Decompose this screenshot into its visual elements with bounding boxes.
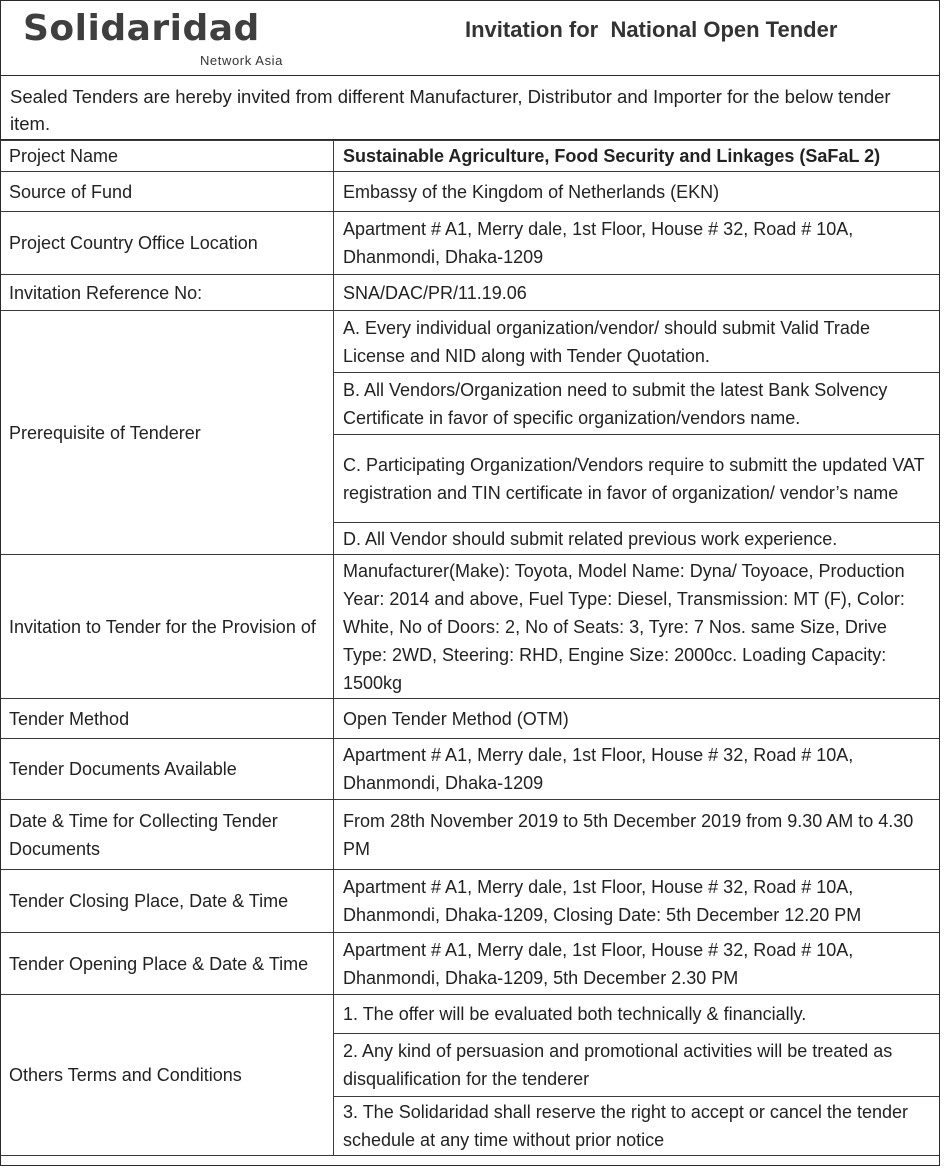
intro-text: Sealed Tenders are hereby invited from different Manufacturer, Distributor and Importer for the below tender item. [1,76,939,140]
row-label: Project Country Office Location [1,212,334,275]
logo-wordmark: Solidaridad [23,8,260,49]
row-label: Project Name [1,141,334,172]
prerequisite-item: D. All Vendor should submit related previous work experience. [334,523,940,555]
table-row [1,212,939,275]
condition-item: 1. The offer will be evaluated both technically & financially. [334,995,940,1034]
table-row [1,739,939,800]
row-value: Apartment # A1, Merry dale, 1st Floor, House # 32, Road # 10A, Dhanmondi, Dhaka-1209 [334,739,940,800]
logo-subtitle: Network Asia [199,53,283,68]
prerequisite-item: B. All Vendors/Organization need to submit the latest Bank Solvency Certificate in favor of specific organization/vendors name. [334,373,940,435]
prerequisite-item: A. Every individual organization/vendor/ should submit Valid Trade License and NID along with Tender Quotation. [334,311,940,373]
tender-details-table [1,140,939,1156]
row-value: Open Tender Method (OTM) [334,699,940,739]
table-row [1,555,939,699]
table-row [1,311,939,373]
condition-item: 3. The Solidaridad shall reserve the right to accept or cancel the tender schedule at any time without prior notice [334,1097,940,1156]
row-label: Invitation Reference No: [1,275,334,311]
table-row [1,933,939,995]
condition-item: 2. Any kind of persuasion and promotional activities will be treated as disqualification for the tenderer [334,1034,940,1097]
header [1,1,939,76]
row-label: Tender Method [1,699,334,739]
table-row [1,870,939,933]
row-value: Apartment # A1, Merry dale, 1st Floor, House # 32, Road # 10A, Dhanmondi, Dhaka-1209, Closing Date: 5th December 12.20 PM [334,870,940,933]
row-value: From 28th November 2019 to 5th December 2019 from 9.30 AM to 4.30 PM [334,800,940,870]
prerequisite-item: C. Participating Organization/Vendors require to submitt the updated VAT registration and TIN certificate in favor of organization/ vendor’s name [334,435,940,523]
row-label: Tender Closing Place, Date & Time [1,870,334,933]
row-value: Apartment # A1, Merry dale, 1st Floor, House # 32, Road # 10A, Dhanmondi, Dhaka-1209, 5th December 2.30 PM [334,933,940,995]
row-label: Others Terms and Conditions [1,995,334,1156]
row-label: Prerequisite of Tenderer [1,311,334,555]
table-row [1,172,939,212]
row-label: Tender Opening Place & Date & Time [1,933,334,995]
page-title: Invitation for National Open Tender [465,17,838,42]
table-row [1,995,939,1034]
row-value: SNA/DAC/PR/11.19.06 [334,275,940,311]
row-label: Tender Documents Available [1,739,334,800]
table-row [1,800,939,870]
solidaridad-logo [23,9,289,73]
table-row [1,275,939,311]
row-value: Sustainable Agriculture, Food Security and Linkages (SaFaL 2) [334,141,940,172]
row-value: Manufacturer(Make): Toyota, Model Name: Dyna/ Toyoace, Production Year: 2014 and above, Fuel Type: Diesel, Transmission: MT (F), Color: White, No of Doors: 2, No of Seats: 3, Tyre: 7 Nos. same Size, Drive Type: 2WD, Steering: RHD, Engine Size: 2000cc. Loading Capacity: 1500kg [334,555,940,699]
row-label: Invitation to Tender for the Provision of [1,555,334,699]
table-row [1,699,939,739]
table-row [1,141,939,172]
row-label: Source of Fund [1,172,334,212]
row-label: Date & Time for Collecting Tender Documents [1,800,334,870]
row-value: Apartment # A1, Merry dale, 1st Floor, House # 32, Road # 10A, Dhanmondi, Dhaka-1209 [334,212,940,275]
row-value: Embassy of the Kingdom of Netherlands (EKN) [334,172,940,212]
